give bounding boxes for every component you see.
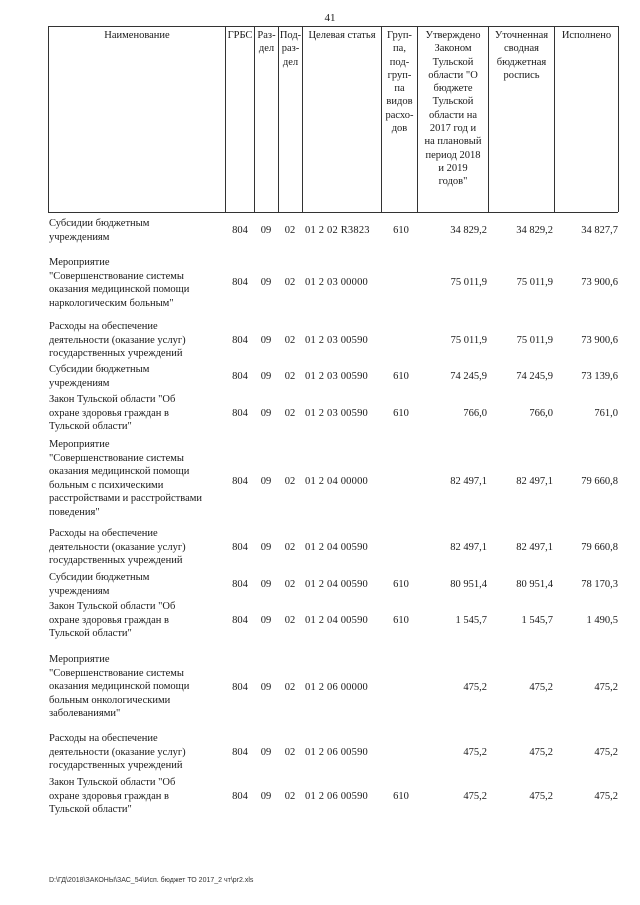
row-refined: 34 829,2 [516,225,553,236]
row-approved: 82 497,1 [450,542,487,553]
row-executed: 73 900,6 [581,335,618,346]
row-name: Мероприятие "Совершенствование системы оказания медицинской помощи больным онкологическими заболеваниями" [49,654,190,720]
row-razdel: 09 [260,579,272,590]
row-refined: 1 545,7 [521,615,553,626]
row-podrazdel: 02 [284,225,296,236]
row-approved: 475,2 [463,791,487,802]
row-podrazdel: 02 [284,408,296,419]
row-name: Мероприятие "Совершенствование системы оказания медицинской помощи наркологическим больным" [49,257,190,309]
header-name: Наименование [104,30,170,41]
header-grbs: ГРБС [227,30,253,41]
row-approved: 74 245,9 [450,371,487,382]
row-target-article: 01 2 03 00590 [305,335,368,346]
row-executed: 78 170,3 [581,579,618,590]
row-razdel: 09 [260,476,272,487]
row-podrazdel: 02 [284,682,296,693]
row-executed: 79 660,8 [581,476,618,487]
row-razdel: 09 [260,542,272,553]
row-podrazdel: 02 [284,579,296,590]
row-approved: 75 011,9 [450,335,487,346]
row-target-article: 01 2 04 00000 [305,476,368,487]
row-executed: 475,2 [594,682,618,693]
row-target-article: 01 2 06 00590 [305,747,368,758]
row-refined: 82 497,1 [516,476,553,487]
row-razdel: 09 [260,615,272,626]
row-approved: 75 011,9 [450,277,487,288]
row-target-article: 01 2 02 R3823 [305,225,370,236]
row-podrazdel: 02 [284,335,296,346]
row-podrazdel: 02 [284,615,296,626]
row-name: Субсидии бюджетным учреждениям [49,364,150,389]
row-name: Закон Тульской области "Об охране здоровья граждан в Тульской области" [49,601,176,640]
row-refined: 82 497,1 [516,542,553,553]
header-podrazdel: Под- раз- дел [279,30,302,68]
row-razdel: 09 [260,747,272,758]
row-grbs: 804 [232,682,248,693]
row-expense-type: 610 [393,579,409,590]
row-approved: 1 545,7 [455,615,487,626]
row-refined: 80 951,4 [516,579,553,590]
row-target-article: 01 2 03 00590 [305,408,368,419]
row-grbs: 804 [232,277,248,288]
row-grbs: 804 [232,542,248,553]
row-name: Субсидии бюджетным учреждениям [49,572,150,597]
row-name: Закон Тульской области "Об охране здоровья граждан в Тульской области" [49,777,176,816]
row-razdel: 09 [260,225,272,236]
row-executed: 1 490,5 [586,615,618,626]
header-divider [302,26,303,212]
row-target-article: 01 2 04 00590 [305,542,368,553]
row-expense-type: 610 [393,791,409,802]
header-divider [554,26,555,212]
row-refined: 766,0 [529,408,553,419]
row-grbs: 804 [232,615,248,626]
row-name: Расходы на обеспечение деятельности (оказание услуг) государственных учреждений [49,321,186,360]
header-bottom-border [48,212,618,213]
row-grbs: 804 [232,371,248,382]
row-refined: 74 245,9 [516,371,553,382]
row-refined: 75 011,9 [516,335,553,346]
row-refined: 475,2 [529,791,553,802]
row-grbs: 804 [232,476,248,487]
row-name: Субсидии бюджетным учреждениям [49,218,150,243]
row-refined: 75 011,9 [516,277,553,288]
header-divider [225,26,226,212]
row-target-article: 01 2 03 00590 [305,371,368,382]
row-approved: 475,2 [463,682,487,693]
header-divider [48,26,49,212]
row-approved: 475,2 [463,747,487,758]
row-expense-type: 610 [393,615,409,626]
row-executed: 34 827,7 [581,225,618,236]
header-ispolneno: Исполнено [561,30,612,41]
row-approved: 80 951,4 [450,579,487,590]
row-razdel: 09 [260,371,272,382]
row-grbs: 804 [232,408,248,419]
row-podrazdel: 02 [284,371,296,382]
row-podrazdel: 02 [284,747,296,758]
row-name: Мероприятие "Совершенствование системы оказания медицинской помощи больным с психическими расстройствами и расстройствами поведения" [49,439,202,518]
row-razdel: 09 [260,277,272,288]
header-top-border [48,26,618,27]
row-podrazdel: 02 [284,476,296,487]
row-target-article: 01 2 04 00590 [305,615,368,626]
row-razdel: 09 [260,408,272,419]
row-expense-type: 610 [393,371,409,382]
row-grbs: 804 [232,747,248,758]
row-podrazdel: 02 [284,542,296,553]
header-vid: Груп- па, под- груп- па видов расхо- дов [385,30,414,135]
row-grbs: 804 [232,335,248,346]
row-target-article: 01 2 06 00590 [305,791,368,802]
row-target-article: 01 2 04 00590 [305,579,368,590]
row-executed: 475,2 [594,791,618,802]
footer-file-path: D:\ГД\2018\ЗАКОНЫ\ЗАС_54\Исп. бюджет ТО 2017_2 чт\pr2.xls [49,877,254,884]
header-tselevaya: Целевая статья [308,30,376,41]
row-executed: 73 900,6 [581,277,618,288]
row-refined: 475,2 [529,682,553,693]
row-podrazdel: 02 [284,791,296,802]
row-expense-type: 610 [393,408,409,419]
row-target-article: 01 2 03 00000 [305,277,368,288]
row-podrazdel: 02 [284,277,296,288]
row-approved: 82 497,1 [450,476,487,487]
row-name: Расходы на обеспечение деятельности (оказание услуг) государственных учреждений [49,528,186,567]
row-executed: 79 660,8 [581,542,618,553]
row-expense-type: 610 [393,225,409,236]
header-utochnennaya: Уточненная сводная бюджетная роспись [494,30,549,81]
row-razdel: 09 [260,682,272,693]
row-approved: 34 829,2 [450,225,487,236]
row-grbs: 804 [232,579,248,590]
row-grbs: 804 [232,791,248,802]
header-razdel: Раз- дел [257,30,276,55]
row-razdel: 09 [260,335,272,346]
row-executed: 761,0 [594,408,618,419]
page-number: 41 [324,12,336,24]
row-name: Закон Тульской области "Об охране здоровья граждан в Тульской области" [49,394,176,433]
row-razdel: 09 [260,791,272,802]
row-refined: 475,2 [529,747,553,758]
header-divider [618,26,619,212]
row-executed: 475,2 [594,747,618,758]
row-approved: 766,0 [463,408,487,419]
row-executed: 73 139,6 [581,371,618,382]
header-utverzhdeno: Утверждено Законом Тульской области "О бюджете Тульской области на 2017 год и на плановый период 2018 и 2019 годов" [424,30,482,188]
row-target-article: 01 2 06 00000 [305,682,368,693]
row-grbs: 804 [232,225,248,236]
row-name: Расходы на обеспечение деятельности (оказание услуг) государственных учреждений [49,733,186,772]
